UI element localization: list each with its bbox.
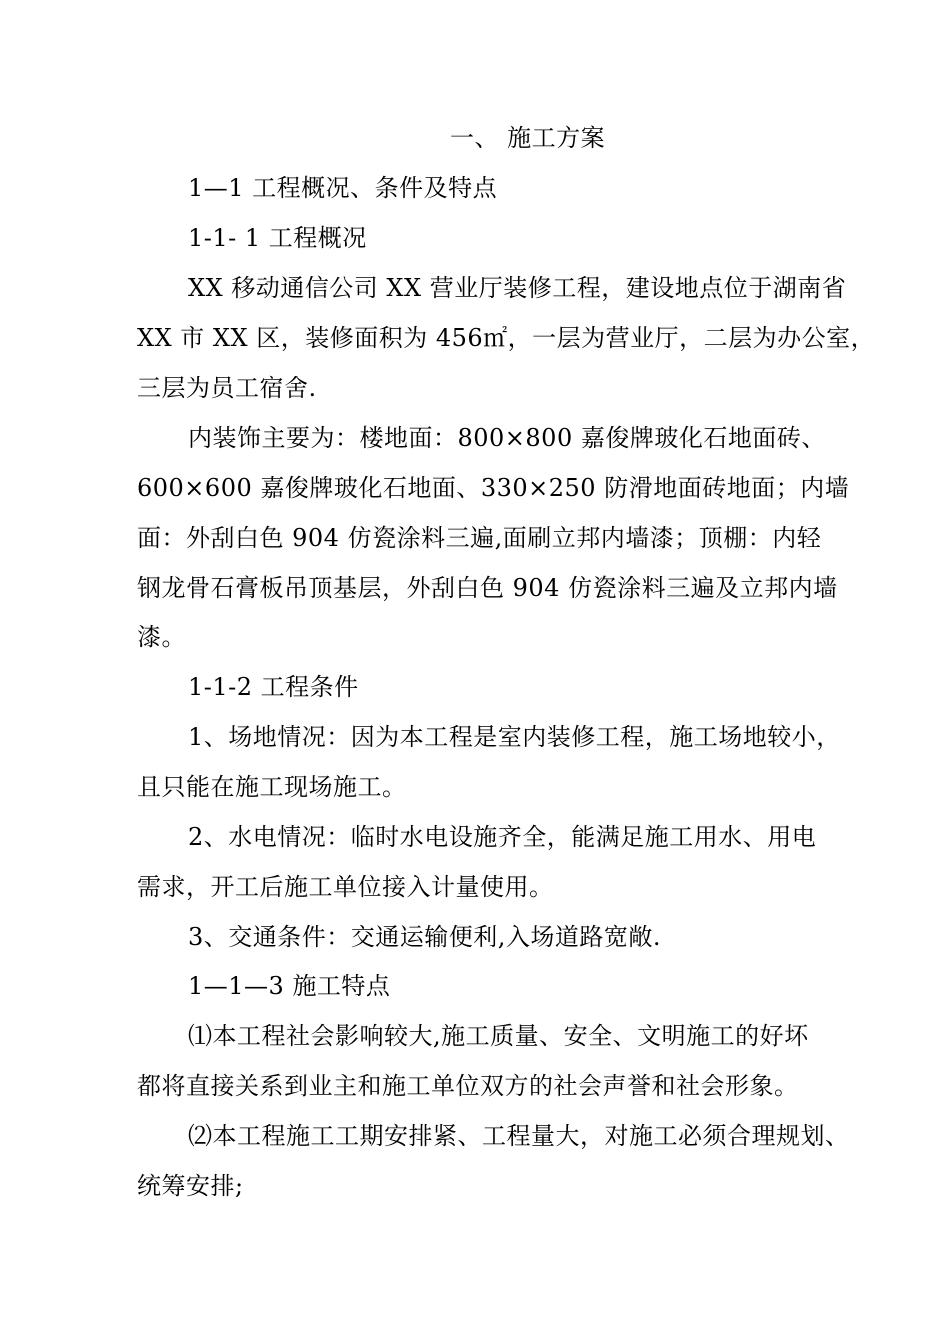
list-item-line: 统筹安排; [137, 1172, 244, 1200]
paragraph-line: 三层为员工宿舍. [137, 374, 317, 402]
paragraph-line: XX 市 XX 区，装修面积为 456㎡，一层为营业厅，二层为办公室， [137, 324, 876, 352]
document-title: 一、 施工方案 [450, 124, 606, 152]
subsection-heading-overview: 1-1- 1 工程概况 [188, 224, 367, 252]
paragraph-line: 600×600 嘉俊牌玻化石地面、330×250 防滑地面砖地面；内墙 [137, 474, 850, 502]
paragraph-line: XX 移动通信公司 XX 营业厅装修工程，建设地点位于湖南省 [188, 274, 847, 302]
paragraph-line: 漆。 [137, 623, 186, 651]
list-item-line: 2、水电情况：临时水电设施齐全，能满足施工用水、用电 [188, 823, 817, 851]
list-item-line: 需求，开工后施工单位接入计量使用。 [137, 873, 554, 901]
list-item-line: 且只能在施工现场施工。 [137, 773, 407, 801]
list-item-line: 3、交通条件：交通运输便利,入场道路宽敞. [188, 923, 662, 951]
subsection-heading-conditions: 1-1-2 工程条件 [188, 673, 359, 701]
paragraph-line: 内装饰主要为：楼地面：800×800 嘉俊牌玻化石地面砖、 [188, 424, 826, 452]
subsection-heading-features: 1—1—3 施工特点 [188, 972, 391, 1000]
paragraph-line: 面：外刮白色 904 仿瓷涂料三遍,面刷立邦内墙漆；顶棚：内轻 [137, 524, 822, 552]
list-item-line: 1、场地情况：因为本工程是室内装修工程，施工场地较小， [188, 723, 841, 751]
list-item-line: ⑵本工程施工工期安排紧、工程量大，对施工必须合理规划、 [188, 1122, 850, 1150]
paragraph-line: 钢龙骨石膏板吊顶基层，外刮白色 904 仿瓷涂料三遍及立邦内墙 [137, 574, 838, 602]
list-item-line: 都将直接关系到业主和施工单位双方的社会声誉和社会形象。 [137, 1072, 799, 1100]
section-heading: 1—1 工程概况、条件及特点 [188, 174, 498, 202]
list-item-line: ⑴本工程社会影响较大,施工质量、安全、文明施工的好坏 [188, 1022, 809, 1050]
